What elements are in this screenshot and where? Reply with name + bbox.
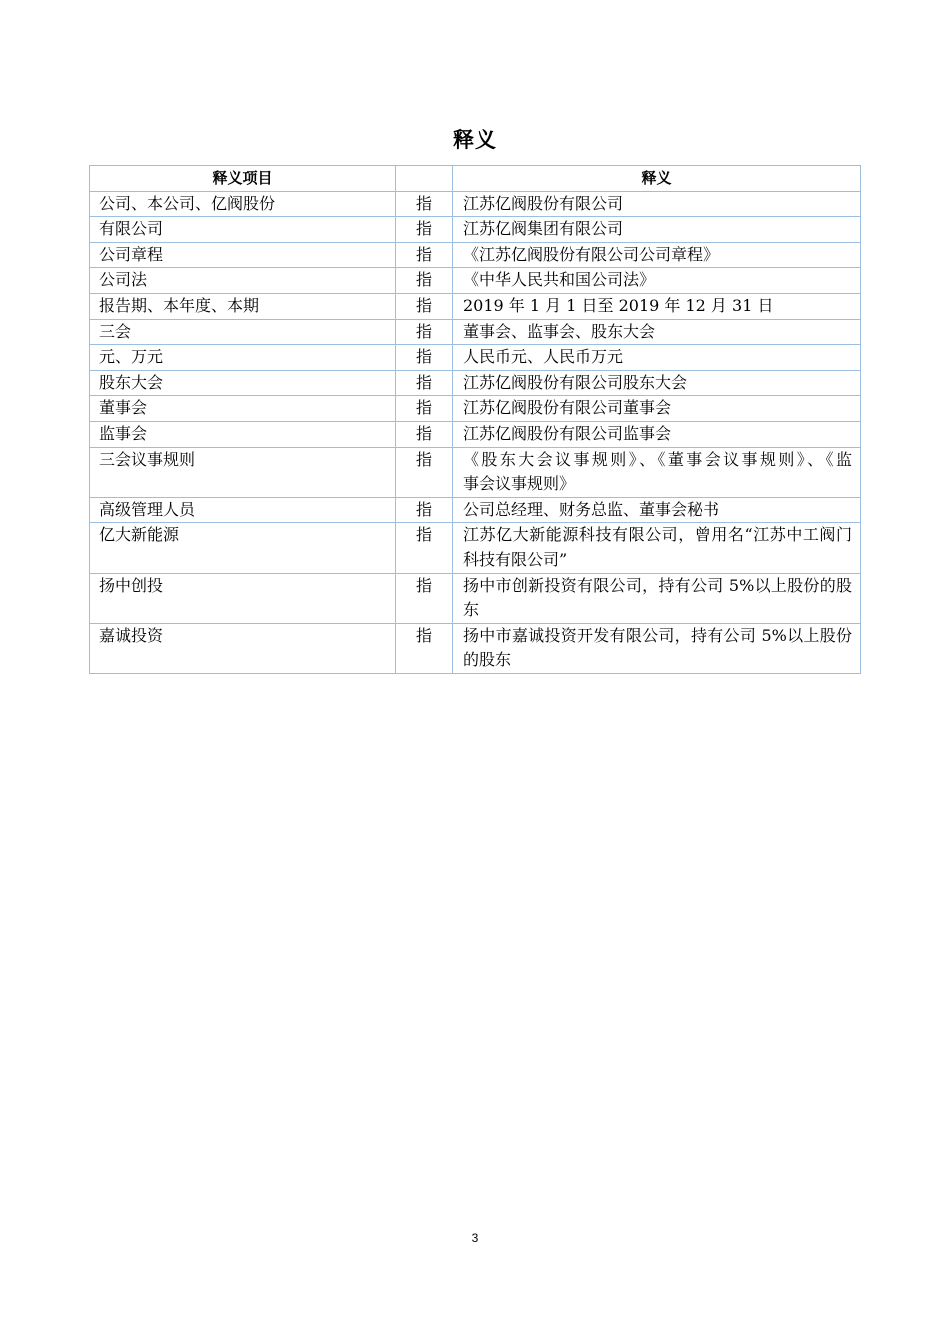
meaning-cell	[453, 623, 861, 673]
meaning-line: 2019 年 1 月 1 日至 2019 年 12 月 31 日	[463, 295, 774, 315]
meaning-line: 江苏亿阀集团有限公司	[463, 219, 624, 239]
refers-cell: 指	[396, 345, 453, 371]
refers-cell: 指	[396, 293, 453, 319]
meaning-cell	[453, 217, 861, 243]
meaning-line: 人民币元、人民币万元	[463, 347, 624, 367]
header-refers	[396, 166, 453, 192]
meaning-cell	[453, 345, 861, 371]
table-header-row	[90, 166, 861, 192]
term-cell: 三会	[90, 319, 396, 345]
meaning-line: 科技有限公司”	[463, 549, 568, 569]
table-row	[90, 319, 861, 345]
refers-cell: 指	[396, 319, 453, 345]
table-row	[90, 523, 861, 573]
refers-cell: 指	[396, 573, 453, 623]
refers-cell: 指	[396, 268, 453, 294]
term-cell: 股东大会	[90, 370, 396, 396]
meaning-cell	[453, 573, 861, 623]
meaning-line: 江苏亿阀股份有限公司董事会	[463, 398, 672, 418]
refers-cell: 指	[396, 217, 453, 243]
meaning-line: 江苏亿阀股份有限公司监事会	[463, 423, 672, 443]
term-cell: 公司、本公司、亿阀股份	[90, 191, 396, 217]
refers-cell: 指	[396, 242, 453, 268]
term-cell: 公司法	[90, 268, 396, 294]
meaning-cell	[453, 396, 861, 422]
table-row	[90, 421, 861, 447]
refers-cell: 指	[396, 447, 453, 497]
table-row	[90, 447, 861, 497]
meaning-cell	[453, 191, 861, 217]
term-cell: 亿大新能源	[90, 523, 396, 573]
term-cell: 董事会	[90, 396, 396, 422]
refers-cell: 指	[396, 623, 453, 673]
meaning-cell	[453, 242, 861, 268]
term-cell: 扬中创投	[90, 573, 396, 623]
meaning-line: 《股东大会议事规则》、《董事会议事规则》、《监	[463, 449, 852, 469]
meaning-cell	[453, 268, 861, 294]
table-row	[90, 242, 861, 268]
refers-cell: 指	[396, 523, 453, 573]
table-row	[90, 497, 861, 523]
refers-cell: 指	[396, 191, 453, 217]
meaning-cell	[453, 523, 861, 573]
meaning-cell	[453, 421, 861, 447]
meaning-cell	[453, 447, 861, 497]
meaning-line: 江苏亿阀股份有限公司股东大会	[463, 372, 688, 392]
term-cell: 元、万元	[90, 345, 396, 371]
term-cell: 公司章程	[90, 242, 396, 268]
refers-cell: 指	[396, 370, 453, 396]
meaning-line: 江苏亿阀股份有限公司	[463, 193, 624, 213]
meaning-cell	[453, 497, 861, 523]
meaning-line: 扬中市嘉诚投资开发有限公司，持有公司 5%以上股份	[463, 625, 852, 645]
term-cell: 嘉诚投资	[90, 623, 396, 673]
page-title: 释义	[453, 128, 497, 152]
term-cell: 三会议事规则	[90, 447, 396, 497]
refers-cell: 指	[396, 396, 453, 422]
meaning-line: 事会议事规则》	[463, 474, 576, 494]
meaning-cell	[453, 370, 861, 396]
meaning-line: 公司总经理、财务总监、董事会秘书	[463, 499, 720, 519]
table-row	[90, 396, 861, 422]
table-row	[90, 573, 861, 623]
page-number: 3	[471, 1231, 479, 1245]
term-cell: 有限公司	[90, 217, 396, 243]
definitions-table	[89, 165, 861, 674]
meaning-line: 《中华人民共和国公司法》	[463, 270, 656, 290]
table-row	[90, 191, 861, 217]
term-cell: 监事会	[90, 421, 396, 447]
meaning-line: 江苏亿大新能源科技有限公司，曾用名“江苏中工阀门	[463, 525, 852, 545]
meaning-line: 《江苏亿阀股份有限公司公司章程》	[463, 244, 720, 264]
table-row	[90, 217, 861, 243]
meaning-line: 东	[463, 600, 480, 620]
header-term: 释义项目	[90, 166, 396, 192]
table-row	[90, 623, 861, 673]
term-cell: 报告期、本年度、本期	[90, 293, 396, 319]
table-row	[90, 268, 861, 294]
meaning-cell	[453, 293, 861, 319]
term-cell: 高级管理人员	[90, 497, 396, 523]
meaning-line: 的股东	[463, 650, 512, 670]
refers-cell: 指	[396, 497, 453, 523]
meaning-line: 扬中市创新投资有限公司，持有公司 5%以上股份的股	[463, 575, 852, 595]
header-meaning: 释义	[453, 166, 861, 192]
refers-cell: 指	[396, 421, 453, 447]
meaning-line: 董事会、监事会、股东大会	[463, 321, 656, 341]
table-row	[90, 293, 861, 319]
meaning-cell	[453, 319, 861, 345]
table-row	[90, 345, 861, 371]
table-row	[90, 370, 861, 396]
